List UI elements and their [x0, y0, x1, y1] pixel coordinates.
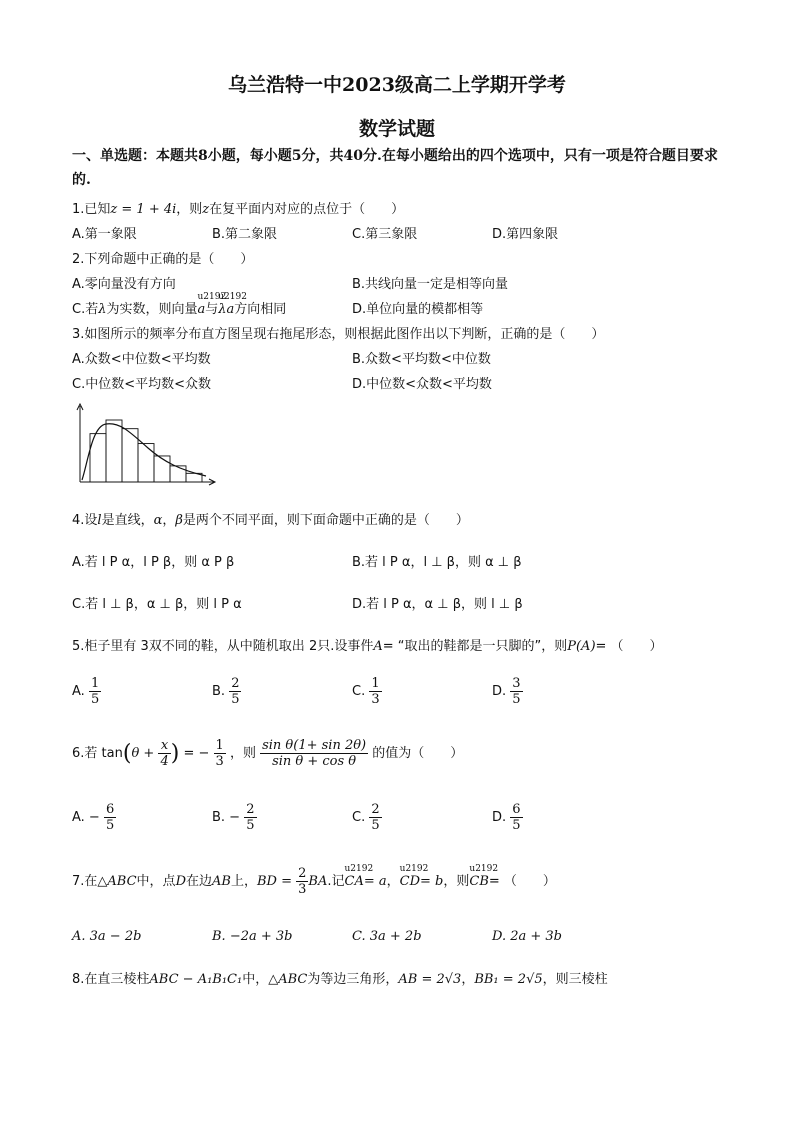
question-6: 6.若 tan(θ + $\frac{x}{4}$ ) = − $\frac{1}{3}$ ，则 $\frac{\text{sin θ(1+ sin 2θ)}}{\text{sin θ + cos θ}}$ 的值为（ ）	[72, 738, 464, 769]
fraction: $\frac{2}{3}$	[298, 866, 307, 897]
q2-option-c[interactable]: C.若λ为实数，则向量u2192 a与u2192 λa方向相同	[72, 298, 286, 317]
q1-option-a[interactable]: A.第一象限	[72, 227, 137, 242]
histogram-bars	[90, 420, 202, 482]
frequency-histogram	[68, 402, 218, 488]
histogram-bar	[106, 420, 122, 482]
q1-option-c[interactable]: C.第三象限	[352, 227, 418, 242]
q7-option-a[interactable]: A. 3a − 2b	[72, 929, 142, 944]
fraction: $\frac{2}{5}$	[371, 802, 380, 833]
fraction: $\frac{\text{sin θ(1+ sin 2θ)}}{\text{sin θ + cos θ}}$	[262, 738, 367, 769]
section-heading: 一、单选题：本题共8小题，每小题5分，共40分.在每小题给出的四个选项中，只有一项是符合题目要求的.	[72, 148, 718, 188]
question-7: 7.在△ABC中，点D在边AB上，BD = $\frac{2}{3}$ BA.记u2192 CA= a，u2192 CD= b，则u2192 CB= （ ）	[72, 866, 556, 897]
q3-option-c[interactable]: C.中位数<平均数<众数	[72, 377, 211, 392]
q2-option-b[interactable]: B.共线向量一定是相等向量	[352, 277, 509, 292]
q6-option-a[interactable]: A. − $\frac{6}{5}$	[72, 802, 115, 833]
question-1: 1.已知z = 1 + 4i，则z在复平面内对应的点位于（ ）	[72, 202, 405, 217]
question-8: 8.在直三棱柱ABC − A₁B₁C₁中，△ABC为等边三角形，AB = 2√3，BB₁ = 2√5，则三棱柱	[72, 972, 608, 987]
q1-option-b[interactable]: B.第二象限	[212, 227, 278, 242]
question-5: 5.柜子里有 3双不同的鞋，从中随机取出 2只.设事件A= “取出的鞋都是一只脚的”，则P(A)= （ ）	[72, 639, 663, 654]
q3-option-a[interactable]: A.众数<中位数<平均数	[72, 352, 211, 367]
q2-option-a[interactable]: A.零向量没有方向	[72, 277, 176, 292]
q5-option-a[interactable]: A. $\frac{1}{5}$	[72, 676, 100, 707]
histogram-density-curve	[82, 424, 206, 480]
exam-title: 乌兰浩特一中2023级高二上学期开学考	[228, 74, 566, 96]
q3-option-b[interactable]: B.众数<平均数<中位数	[352, 352, 491, 367]
q5-option-c[interactable]: C. $\frac{1}{3}$	[352, 676, 380, 707]
question-2: 2.下列命题中正确的是（ ）	[72, 252, 254, 267]
q4-option-a[interactable]: A.若 l P α，l P β，则 α P β	[72, 555, 235, 570]
q4-option-b[interactable]: B.若 l P α，l ⊥ β，则 α ⊥ β	[352, 555, 522, 570]
q4-option-c[interactable]: C.若 l ⊥ β，α ⊥ β，则 l P α	[72, 597, 242, 612]
q5-option-b[interactable]: B. $\frac{2}{5}$	[212, 676, 240, 707]
fraction: $\frac{6}{5}$	[105, 802, 115, 833]
q7-option-c[interactable]: C. 3a + 2b	[352, 929, 422, 944]
q1-option-d[interactable]: D.第四象限	[492, 227, 559, 242]
q7-option-d[interactable]: D. 2a + 3b	[492, 929, 562, 944]
fraction: $\frac{1}{5}$	[90, 676, 100, 707]
histogram-bar	[138, 444, 154, 482]
q6-option-c[interactable]: C. $\frac{2}{5}$	[352, 802, 380, 833]
fraction: $\frac{3}{5}$	[512, 676, 521, 707]
q5-option-d[interactable]: D. $\frac{3}{5}$	[492, 676, 521, 707]
q6-option-d[interactable]: D. $\frac{6}{5}$	[492, 802, 521, 833]
q6-option-b[interactable]: B. − $\frac{2}{5}$	[212, 802, 255, 833]
q3-option-d[interactable]: D.中位数<众数<平均数	[352, 377, 492, 392]
histogram-bar	[154, 456, 170, 482]
fraction: $\frac{1}{3}$	[215, 738, 224, 769]
question-3: 3.如图所示的频率分布直方图呈现右拖尾形态，则根据此图作出以下判断，正确的是（ ）	[72, 327, 605, 342]
question-4: 4.设l是直线，α，β是两个不同平面，则下面命题中正确的是（ ）	[72, 513, 469, 528]
fraction: $\frac{1}{3}$	[371, 676, 380, 707]
q7-option-b[interactable]: B. −2a + 3b	[212, 929, 293, 944]
exam-subtitle: 数学试题	[358, 118, 435, 140]
histogram-bar	[170, 466, 186, 482]
q4-option-d[interactable]: D.若 l P α，α ⊥ β，则 l ⊥ β	[352, 597, 523, 612]
fraction: $\frac{6}{5}$	[512, 802, 521, 833]
q2-option-d[interactable]: D.单位向量的模都相等	[352, 302, 484, 317]
fraction: $\frac{2}{5}$	[246, 802, 255, 833]
fraction: $\frac{x}{4}$	[160, 738, 169, 769]
fraction: $\frac{2}{5}$	[231, 676, 240, 707]
